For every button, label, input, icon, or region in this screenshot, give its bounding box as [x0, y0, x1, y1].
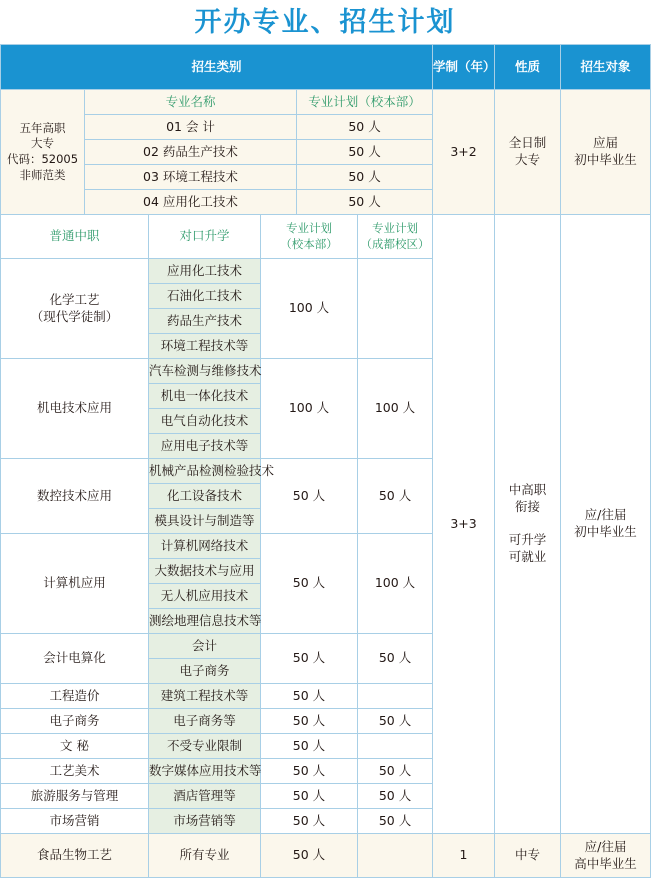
five-year-label-text: 非师范类 — [19, 167, 66, 182]
five-year-major-plan — [297, 115, 433, 140]
five-year-major-plan — [297, 165, 433, 190]
five-year-major-plan-text: 50 人 — [348, 143, 381, 159]
five-year-major-name — [85, 190, 297, 215]
voc-pathway — [149, 534, 261, 559]
voc-program — [1, 534, 149, 634]
food-nature-text: 中专 — [515, 847, 541, 863]
voc-pathway — [149, 334, 261, 359]
voc-program-text: 化学工艺 — [49, 291, 100, 307]
five-year-label-text: 代码：52005 — [6, 152, 79, 166]
voc-pathway-text: 测绘地理信息技术等 — [149, 612, 262, 628]
table-row — [1, 215, 651, 259]
voc-plan-main-text: 50 人 — [292, 762, 326, 778]
voc-pathway — [149, 634, 261, 659]
voc-col-pathway — [149, 215, 261, 259]
voc-plan-cd-text: 100 人 — [374, 575, 416, 591]
voc-program — [1, 634, 149, 684]
five-year-major-plan-text: 50 人 — [348, 118, 381, 134]
header-category-text: 招生类别 — [191, 58, 242, 74]
voc-pathway-text: 环境工程技术等 — [160, 337, 249, 353]
five-year-col-plan-text: 专业计划（校本部） — [308, 93, 421, 109]
voc-program-text: 工艺美术 — [49, 762, 100, 778]
voc-plan-cd — [358, 634, 433, 684]
voc-plan-cd — [358, 684, 433, 709]
voc-col-program-text: 普通中职 — [49, 228, 100, 244]
voc-pathway — [149, 259, 261, 284]
voc-plan-cd — [358, 259, 433, 359]
food-duration-text: 1 — [459, 847, 468, 863]
voc-pathway-text: 电子商务 — [179, 662, 230, 678]
voc-col-program — [1, 215, 149, 259]
food-duration — [433, 834, 495, 878]
voc-nature-text: 可就业 — [508, 549, 547, 565]
voc-plan-main — [261, 734, 358, 759]
five-year-col-plan — [297, 90, 433, 115]
voc-plan-main — [261, 534, 358, 634]
voc-col-plan-cd-text: （成都校区） — [360, 236, 430, 251]
voc-pathway-text: 机械产品检测检验技术 — [149, 462, 275, 478]
voc-duration-text: 3+3 — [450, 515, 477, 531]
five-year-major-plan — [297, 190, 433, 215]
voc-program-text: 工程造价 — [49, 687, 100, 703]
voc-pathway — [149, 559, 261, 584]
voc-pathway-text: 计算机网络技术 — [160, 537, 249, 553]
five-year-major-name-text: 02 药品生产技术 — [143, 143, 238, 159]
voc-program-text: 电子商务 — [49, 712, 100, 728]
five-year-major-name-text: 04 应用化工技术 — [143, 193, 238, 209]
five-year-target-text: 应届 — [593, 135, 619, 151]
voc-program-text: （现代学徒制） — [30, 308, 119, 324]
voc-pathway-text: 化工设备技术 — [166, 487, 242, 503]
voc-plan-cd-text: 50 人 — [378, 787, 412, 803]
voc-plan-main — [261, 709, 358, 734]
voc-pathway — [149, 459, 275, 484]
enrollment-plan-table — [0, 44, 651, 878]
food-program — [1, 834, 149, 878]
voc-pathway-text: 电子商务等 — [173, 712, 236, 728]
voc-program-text: 旅游服务与管理 — [30, 787, 119, 803]
voc-pathway — [149, 434, 261, 459]
voc-pathway — [149, 484, 261, 509]
voc-col-plan-main — [261, 215, 358, 259]
voc-plan-cd — [358, 809, 433, 834]
voc-plan-cd-text: 50 人 — [378, 762, 412, 778]
voc-plan-cd-text: 50 人 — [378, 712, 412, 728]
voc-plan-main-text: 100 人 — [288, 400, 330, 416]
voc-plan-main-text: 50 人 — [292, 650, 326, 666]
voc-pathway — [149, 284, 261, 309]
five-year-nature-text: 大专 — [515, 152, 541, 167]
voc-program-text: 机电技术应用 — [36, 400, 112, 416]
voc-plan-main-text: 50 人 — [292, 787, 326, 803]
voc-plan-main — [261, 684, 358, 709]
five-year-major-plan — [297, 140, 433, 165]
voc-pathway — [149, 709, 261, 734]
voc-plan-main — [261, 759, 358, 784]
page-title: 开办专业、招生计划 — [194, 7, 456, 38]
voc-nature-text: 衔接 — [515, 498, 541, 514]
voc-pathway — [149, 409, 261, 434]
voc-col-plan-cd — [358, 215, 433, 259]
voc-program — [1, 759, 149, 784]
voc-col-plan-main-text: 专业计划 — [286, 220, 332, 235]
voc-program — [1, 259, 149, 359]
voc-plan-main-text: 100 人 — [288, 300, 330, 316]
voc-pathway-text: 应用化工技术 — [166, 262, 242, 278]
food-plan-main — [261, 834, 358, 878]
five-year-label-text: 五年高职 — [19, 120, 66, 135]
header-duration — [433, 45, 495, 90]
voc-plan-cd — [358, 734, 433, 759]
voc-plan-main-text: 50 人 — [292, 737, 326, 753]
voc-plan-cd — [358, 709, 433, 734]
voc-col-plan-main-text: （校本部） — [280, 236, 338, 251]
five-year-nature-text: 全日制 — [508, 135, 547, 151]
voc-program — [1, 359, 149, 459]
voc-plan-cd — [358, 759, 433, 784]
voc-pathway-text: 数字媒体应用技术等 — [149, 762, 262, 778]
voc-target-text: 初中毕业生 — [574, 524, 637, 539]
voc-nature — [495, 215, 561, 834]
voc-pathway-text: 不受专业限制 — [166, 737, 242, 753]
food-pathway-text: 所有专业 — [179, 847, 230, 863]
voc-plan-main — [261, 459, 358, 534]
voc-plan-cd — [358, 534, 433, 634]
voc-program — [1, 684, 149, 709]
voc-plan-main-text: 50 人 — [292, 812, 326, 828]
voc-plan-main — [261, 359, 358, 459]
voc-pathway — [149, 584, 261, 609]
five-year-major-name — [85, 165, 297, 190]
voc-program — [1, 709, 149, 734]
voc-pathway-text: 机电一体化技术 — [160, 387, 249, 403]
five-year-major-plan-text: 50 人 — [348, 168, 381, 184]
header-nature — [495, 45, 561, 90]
voc-plan-cd-text: 50 人 — [378, 487, 412, 503]
voc-program — [1, 459, 149, 534]
voc-duration — [433, 215, 495, 834]
voc-pathway-text: 无人机应用技术 — [160, 587, 249, 603]
table-row — [1, 834, 651, 878]
header-target — [561, 45, 651, 90]
five-year-nature — [495, 90, 561, 215]
voc-pathway — [149, 684, 261, 709]
voc-target — [561, 215, 651, 834]
voc-pathway — [149, 659, 261, 684]
voc-pathway-text: 电气自动化技术 — [160, 412, 249, 428]
voc-pathway — [149, 734, 261, 759]
voc-pathway-text: 市场营销等 — [173, 812, 236, 828]
five-year-major-name — [85, 115, 297, 140]
voc-pathway — [149, 759, 261, 784]
table-row — [1, 90, 651, 115]
voc-program-text: 文 秘 — [60, 737, 89, 753]
five-year-major-name — [85, 140, 297, 165]
voc-col-pathway-text: 对口升学 — [179, 228, 230, 244]
food-program-text: 食品生物工艺 — [36, 847, 112, 863]
voc-pathway — [149, 309, 261, 334]
food-pathway — [149, 834, 261, 878]
five-year-label-text: 大专 — [31, 136, 54, 151]
voc-plan-main — [261, 634, 358, 684]
food-plan-main-text: 50 人 — [292, 847, 326, 863]
five-year-col-major-text: 专业名称 — [165, 93, 216, 109]
five-year-target — [561, 90, 651, 215]
voc-pathway-text: 酒店管理等 — [173, 787, 236, 803]
voc-program-text: 数控技术应用 — [36, 487, 112, 503]
table-row — [1, 45, 651, 90]
voc-plan-main-text: 50 人 — [292, 487, 326, 503]
voc-plan-main-text: 50 人 — [292, 712, 326, 728]
voc-program — [1, 809, 149, 834]
voc-plan-main — [261, 809, 358, 834]
food-target — [561, 834, 651, 878]
voc-pathway-text: 大数据技术与应用 — [154, 562, 255, 578]
voc-program-text: 计算机应用 — [43, 575, 106, 591]
voc-pathway-text: 汽车检测与维修技术 — [149, 362, 262, 378]
voc-pathway-text: 建筑工程技术等 — [160, 687, 249, 703]
voc-pathway-text: 应用电子技术等 — [160, 437, 249, 453]
voc-plan-main — [261, 259, 358, 359]
voc-program-text: 市场营销 — [49, 812, 100, 828]
voc-pathway — [149, 359, 261, 384]
five-year-duration-text: 3+2 — [450, 143, 477, 159]
voc-plan-main — [261, 784, 358, 809]
voc-plan-cd — [358, 459, 433, 534]
voc-col-plan-cd-text: 专业计划 — [372, 220, 418, 235]
voc-target-text: 应/往届 — [584, 507, 627, 523]
voc-pathway-text: 药品生产技术 — [166, 312, 242, 328]
voc-pathway — [149, 809, 261, 834]
voc-program — [1, 784, 149, 809]
voc-program — [1, 734, 149, 759]
five-year-major-name-text: 01 会 计 — [166, 118, 215, 134]
food-nature — [495, 834, 561, 878]
voc-plan-cd-text: 50 人 — [378, 650, 412, 666]
header-duration-text: 学制（年） — [433, 58, 496, 74]
voc-plan-cd-text: 50 人 — [378, 812, 412, 828]
voc-pathway-text: 模具设计与制造等 — [154, 512, 255, 528]
voc-nature-text: 可升学 — [508, 532, 547, 548]
voc-program-text: 会计电算化 — [43, 650, 106, 666]
five-year-col-major — [85, 90, 297, 115]
voc-plan-cd — [358, 784, 433, 809]
voc-plan-cd — [358, 359, 433, 459]
voc-pathway-text: 石油化工技术 — [166, 287, 242, 303]
voc-plan-main-text: 50 人 — [292, 575, 326, 591]
voc-nature-text: 中高职 — [508, 481, 547, 497]
food-plan-cd — [358, 834, 433, 878]
voc-pathway — [149, 609, 261, 634]
five-year-major-name-text: 03 环境工程技术 — [143, 168, 238, 184]
voc-plan-cd-text: 100 人 — [374, 400, 416, 416]
food-target-text: 高中毕业生 — [574, 855, 637, 871]
five-year-label — [1, 90, 85, 215]
header-nature-text: 性质 — [515, 58, 541, 74]
voc-pathway-text: 会计 — [191, 637, 217, 653]
five-year-major-plan-text: 50 人 — [348, 193, 381, 209]
header-category — [1, 45, 433, 90]
five-year-duration — [433, 90, 495, 215]
voc-pathway — [149, 509, 261, 534]
voc-plan-main-text: 50 人 — [292, 687, 326, 703]
voc-pathway — [149, 784, 261, 809]
food-target-text: 应/往届 — [584, 838, 627, 854]
header-target-text: 招生对象 — [580, 58, 631, 74]
five-year-target-text: 初中毕业生 — [574, 152, 637, 167]
voc-pathway — [149, 384, 261, 409]
